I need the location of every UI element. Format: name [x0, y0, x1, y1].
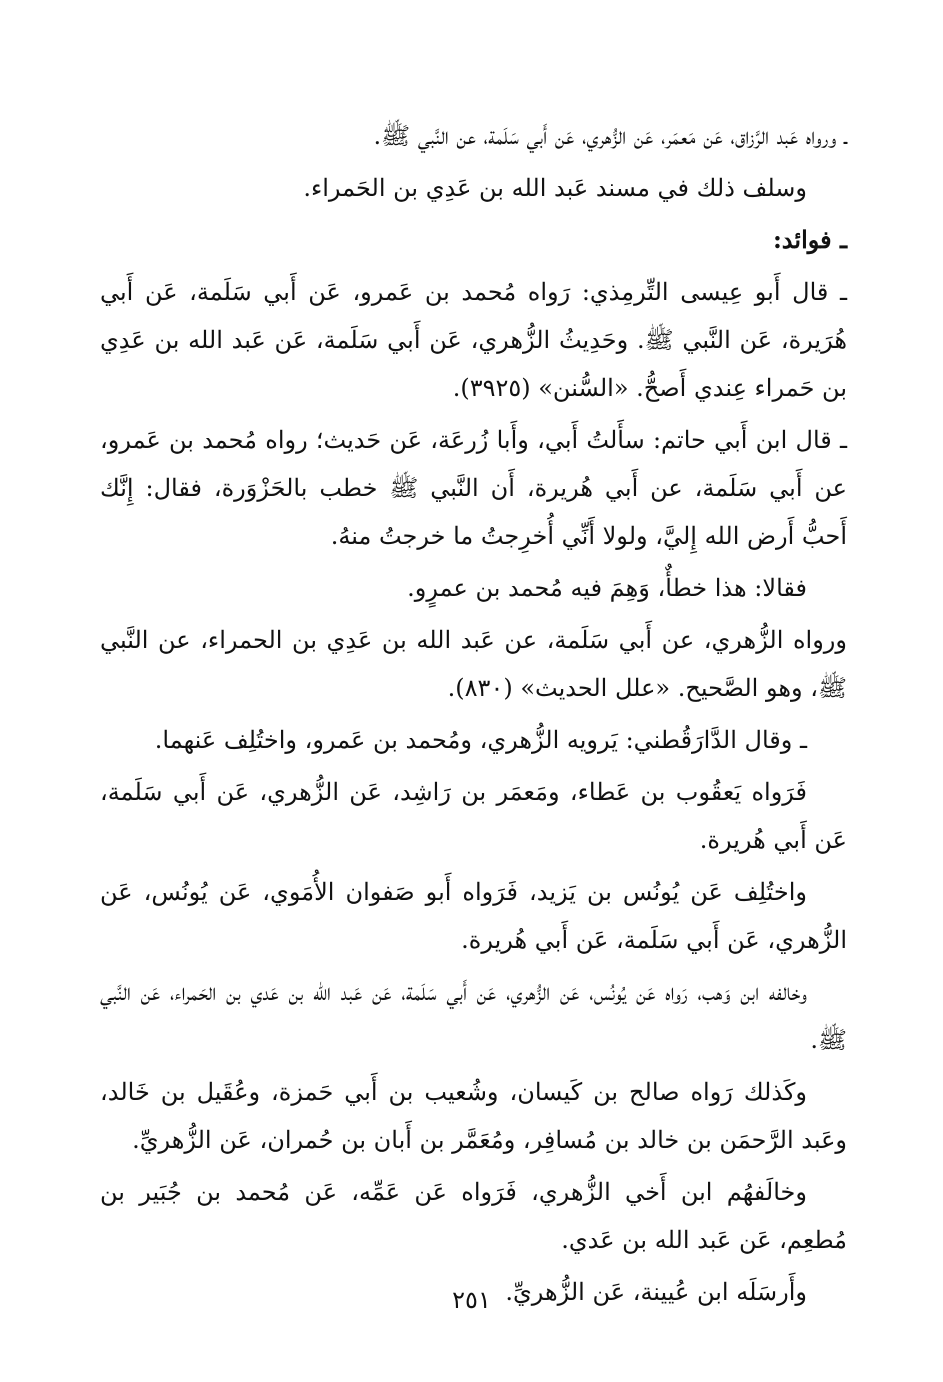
paragraph-zuhri: ورواه الزُّهري، عن أَبي سَلَمة، عن عَبد الله بن عَدِي بن الحمراء، عن النَّبي ﷺ، وهو الصَّحيح. «علل الحديث» (٨٣٠).	[100, 626, 847, 702]
paragraph-ibn-uyayna: وأَرسَلَه ابن عُيينة، عَن الزُّهريِّ.	[505, 1278, 807, 1306]
paragraph-ibn-wahb: وخالفه ابن وَهب، رَواه عَن يُونُس، عَن الزُّهري، عَن أَبي سَلَمة، عَن عَبد الله بن عَدي بن الحَمراء، عَن النَّبي ﷺ.	[100, 978, 847, 1054]
paragraph-yaqub: فَرَواه يَعقُوب بن عَطاء، ومَعمَر بن رَاشِد، عَن الزُّهري، عَن أَبي سَلَمة، عَن أَبي هُريرة.	[100, 778, 847, 854]
paragraph-ibn-akhi-zuhri: وخالَفهُم ابن أَخي الزُّهري، فَرَواه عَن عَمِّه، عَن مُحمد بن جُبَير بن مُطعِم، عَن عَبد الله بن عَدي.	[100, 1178, 847, 1254]
section-heading-fawaid: ـ فوائد:	[772, 225, 847, 254]
paragraph-ibn-abi-hatim: ـ قال ابن أَبي حاتم: سأَلتُ أَبي، وأَبا زُرعَة، عَن حَديث؛ رواه مُحمد بن عَمرو، عن أَبي سَلَمة، عن أَبي هُريرة، أَن النَّبي ﷺ خطب بالحَزْوَرة، فقال: إِنَّك أَحبُّ أَرض الله إِليَّ، ولولا أَنِّي أُخرِجتُ ما خرجتُ منهُ.	[100, 426, 847, 550]
paragraph-tirmidhi: ـ قال أَبو عِيسى التِّرمِذي: رَواه مُحمد بن عَمرو، عَن أَبي سَلَمة، عَن أَبي هُرَيرة، عَن النَّبي ﷺ. وحَدِيثُ الزُّهري، عَن أَبي سَلَمة، عَن عَبد الله بن عَدِي بن حَمراء عِندي أَصحُّ. «السُّنن» (٣٩٢٥).	[100, 278, 847, 402]
paragraph-yunus: واختُلِف عَن يُونُس بن يَزيد، فَرَواه أَبو صَفوان الأُمَوي، عَن يُونُس، عَن الزُّهري، عَن أَبي سَلَمة، عَن أَبي هُريرة.	[100, 878, 847, 954]
page-number: ٢٥١	[452, 1286, 491, 1314]
paragraph-abdulrazzaq: ـ ورواه عَبد الرَّزاق، عَن مَعمَر، عَن الزُّهري، عَن أَبي سَلَمة، عن النَّبي ﷺ.	[373, 122, 847, 150]
paragraph-faqala: فقالا: هذا خطأٌ، وَهِمَ فيه مُحمد بن عمرٍو.	[407, 574, 807, 602]
paragraph-salaf: وسلف ذلك في مسند عَبد الله بن عَدِي بن الحَمراء.	[303, 174, 807, 202]
paragraph-daraqutni: ـ وقال الدَّارَقُطني: يَرويه الزُّهري، ومُحمد بن عَمرو، واختُلِف عَنهما.	[154, 726, 807, 754]
body-text	[100, 112, 847, 1320]
paragraph-salih: وكَذلك رَواه صالح بن كَيسان، وشُعيب بن أَبي حَمزة، وعُقَيل بن خَالد، وعَبد الرَّحمَن بن خالد بن مُسافِر، ومُعَمَّر بن أَبان بن حُمران، عَن الزُّهريِّ.	[100, 1078, 847, 1154]
